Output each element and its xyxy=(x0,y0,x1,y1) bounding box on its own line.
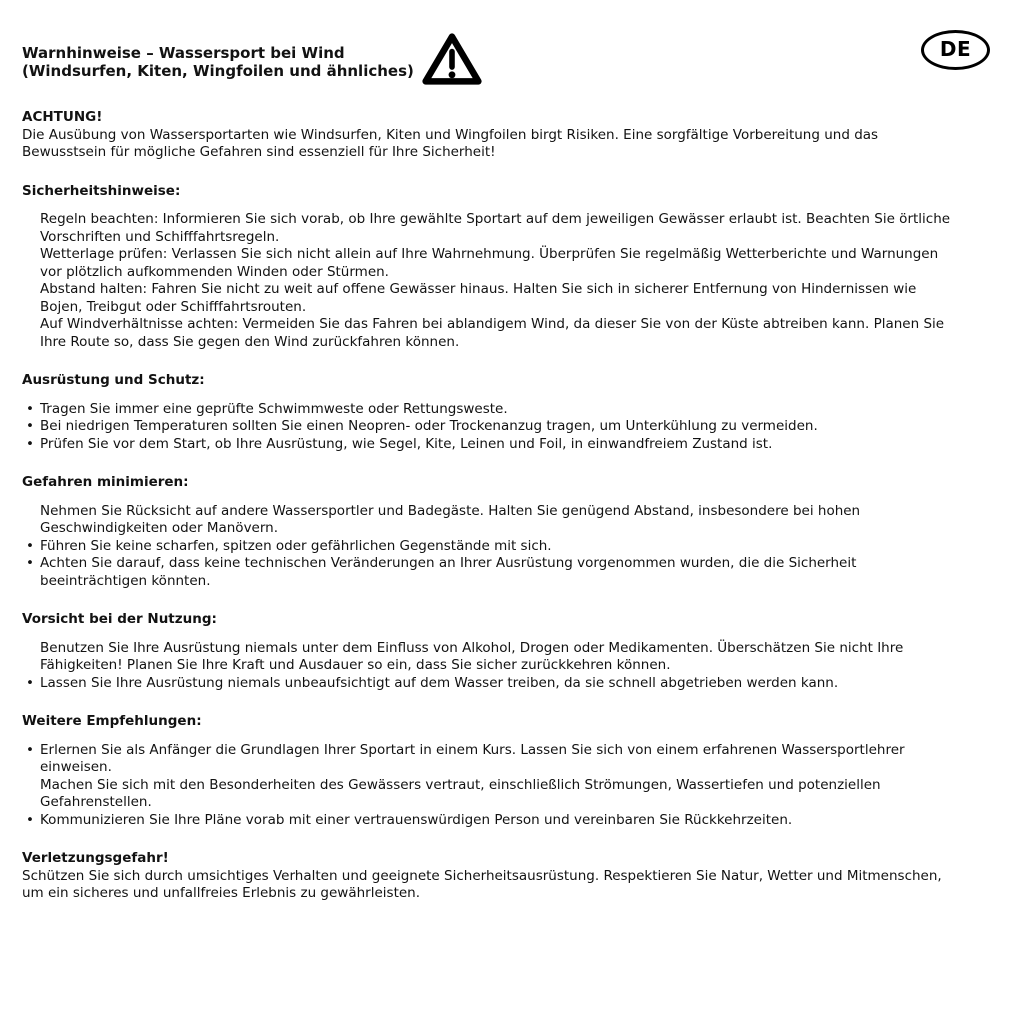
list-item-text: Achten Sie darauf, dass keine technischen Veränderungen an Ihrer Ausrüstung vorgenommen wurden, die die Sicherheit beeinträchtigen könnten. xyxy=(40,555,857,589)
country-code-label: DE xyxy=(939,37,972,62)
list-item-text: Regeln beachten: Informieren Sie sich vorab, ob Ihre gewählte Sportart auf dem jeweiligen Gewässer erlaubt ist. Beachten Sie örtliche Vorschriften und Schifffahrtsregeln. xyxy=(40,211,951,245)
list-item-text: Führen Sie keine scharfen, spitzen oder gefährlichen Gegenstände mit sich. xyxy=(40,537,552,554)
list-item-text: Erlernen Sie als Anfänger die Grundlagen Ihrer Sportart in einem Kurs. Lassen Sie sich von einem erfahrenen Wassersportlehrer einweisen. xyxy=(40,741,905,775)
list-item-text: Machen Sie sich mit den Besonderheiten des Gewässers vertraut, einschließlich Strömungen, Wassertiefen und potenziellen Gefahrenstellen. xyxy=(40,776,881,810)
list-item xyxy=(40,401,952,419)
list-item-text: Lassen Sie Ihre Ausrüstung niemals unbeaufsichtigt auf dem Wasser treiben, da sie schnell abgetrieben werden kann. xyxy=(40,674,839,691)
list-item xyxy=(40,538,952,556)
list-item-text: Nehmen Sie Rücksicht auf andere Wassersportler und Badegäste. Halten Sie genügend Abstand, insbesondere bei hohen Geschwindigkeiten oder Manövern. xyxy=(40,502,861,536)
section-heading: Vorsicht bei der Nutzung: xyxy=(22,611,217,627)
section-heading: Verletzungsgefahr! xyxy=(22,850,169,866)
list-item-text: Kommunizieren Sie Ihre Pläne vorab mit einer vertrauenswürdigen Person und vereinbaren Sie Rückkehrzeiten. xyxy=(40,811,793,828)
list-item xyxy=(40,555,952,590)
item-list xyxy=(22,211,952,351)
item-list xyxy=(22,640,952,693)
list-item xyxy=(40,640,952,675)
section-paragraph: Schützen Sie sich durch umsichtiges Verhalten und geeignete Sicherheitsausrüstung. Respektieren Sie Natur, Wetter und Mitmenschen, um ein sicheres und unfallfreies Erlebnis zu gewährleisten. xyxy=(22,867,942,901)
section-ausruestung-und-schutz xyxy=(22,372,978,453)
list-item xyxy=(40,503,952,538)
section-heading: ACHTUNG! xyxy=(22,109,103,125)
section-heading: Ausrüstung und Schutz: xyxy=(22,372,205,388)
item-list xyxy=(22,742,952,830)
list-item xyxy=(40,246,952,281)
list-item xyxy=(40,812,952,830)
section-gefahren-minimieren xyxy=(22,474,978,590)
list-item xyxy=(40,418,952,436)
list-item xyxy=(40,436,952,454)
list-item xyxy=(40,281,952,316)
section-verletzungsgefahr xyxy=(22,850,978,903)
document-header xyxy=(22,36,978,88)
list-item-text: Benutzen Sie Ihre Ausrüstung niemals unter dem Einfluss von Alkohol, Drogen oder Medikamenten. Überschätzen Sie nicht Ihre Fähigkeiten! Planen Sie Ihre Kraft und Ausdauer so ein, dass Sie sicher zurückkehren können. xyxy=(40,639,904,673)
page-title xyxy=(22,44,414,80)
section-heading: Weitere Empfehlungen: xyxy=(22,713,202,729)
section-weitere-empfehlungen xyxy=(22,713,978,829)
list-item xyxy=(40,675,952,693)
country-badge xyxy=(921,30,990,70)
list-item-text: Wetterlage prüfen: Verlassen Sie sich nicht allein auf Ihre Wahrnehmung. Überprüfen Sie regelmäßig Wetterberichte und Warnungen vor plötzlich aufkommenden Winden oder Stürmen. xyxy=(40,246,939,280)
warning-triangle-icon xyxy=(421,30,483,88)
section-sicherheitshinweise xyxy=(22,183,978,352)
title-line-2: (Windsurfen, Kiten, Wingfoilen und ähnliches) xyxy=(22,62,414,80)
list-item-text: Tragen Sie immer eine geprüfte Schwimmweste oder Rettungsweste. xyxy=(40,400,508,417)
section-heading: Sicherheitshinweise: xyxy=(22,182,181,199)
list-item xyxy=(40,211,952,246)
list-item xyxy=(40,742,952,777)
list-item-text: Abstand halten: Fahren Sie nicht zu weit auf offene Gewässer hinaus. Halten Sie sich in sicherer Entfernung von Hindernissen wie Bojen, Treibgut oder Schifffahrtsrouten. xyxy=(40,281,917,315)
item-list xyxy=(22,503,952,591)
section-vorsicht-bei-der-nutzung xyxy=(22,611,978,692)
section-achtung xyxy=(22,109,978,162)
list-item xyxy=(40,316,952,351)
section-paragraph: Die Ausübung von Wassersportarten wie Windsurfen, Kiten und Wingfoilen birgt Risiken. Eine sorgfältige Vorbereitung und das Bewusstsein für mögliche Gefahren sind essenziell für Ihre Sicherheit! xyxy=(22,126,879,160)
list-item-text: Prüfen Sie vor dem Start, ob Ihre Ausrüstung, wie Segel, Kite, Leinen und Foil, in einwandfreiem Zustand ist. xyxy=(40,435,773,452)
title-block xyxy=(22,36,978,88)
section-heading: Gefahren minimieren: xyxy=(22,474,189,490)
list-item-text: Auf Windverhältnisse achten: Vermeiden Sie das Fahren bei ablandigem Wind, da dieser Sie von der Küste abtreiben kann. Planen Sie Ihre Route so, dass Sie gegen den Wind zurückfahren können. xyxy=(40,316,945,350)
list-item-text: Bei niedrigen Temperaturen sollten Sie einen Neopren- oder Trockenanzug tragen, um Unterkühlung zu vermeiden. xyxy=(40,418,818,434)
item-list xyxy=(22,401,952,454)
list-item xyxy=(40,777,952,812)
title-line-1: Warnhinweise – Wassersport bei Wind xyxy=(22,44,345,62)
